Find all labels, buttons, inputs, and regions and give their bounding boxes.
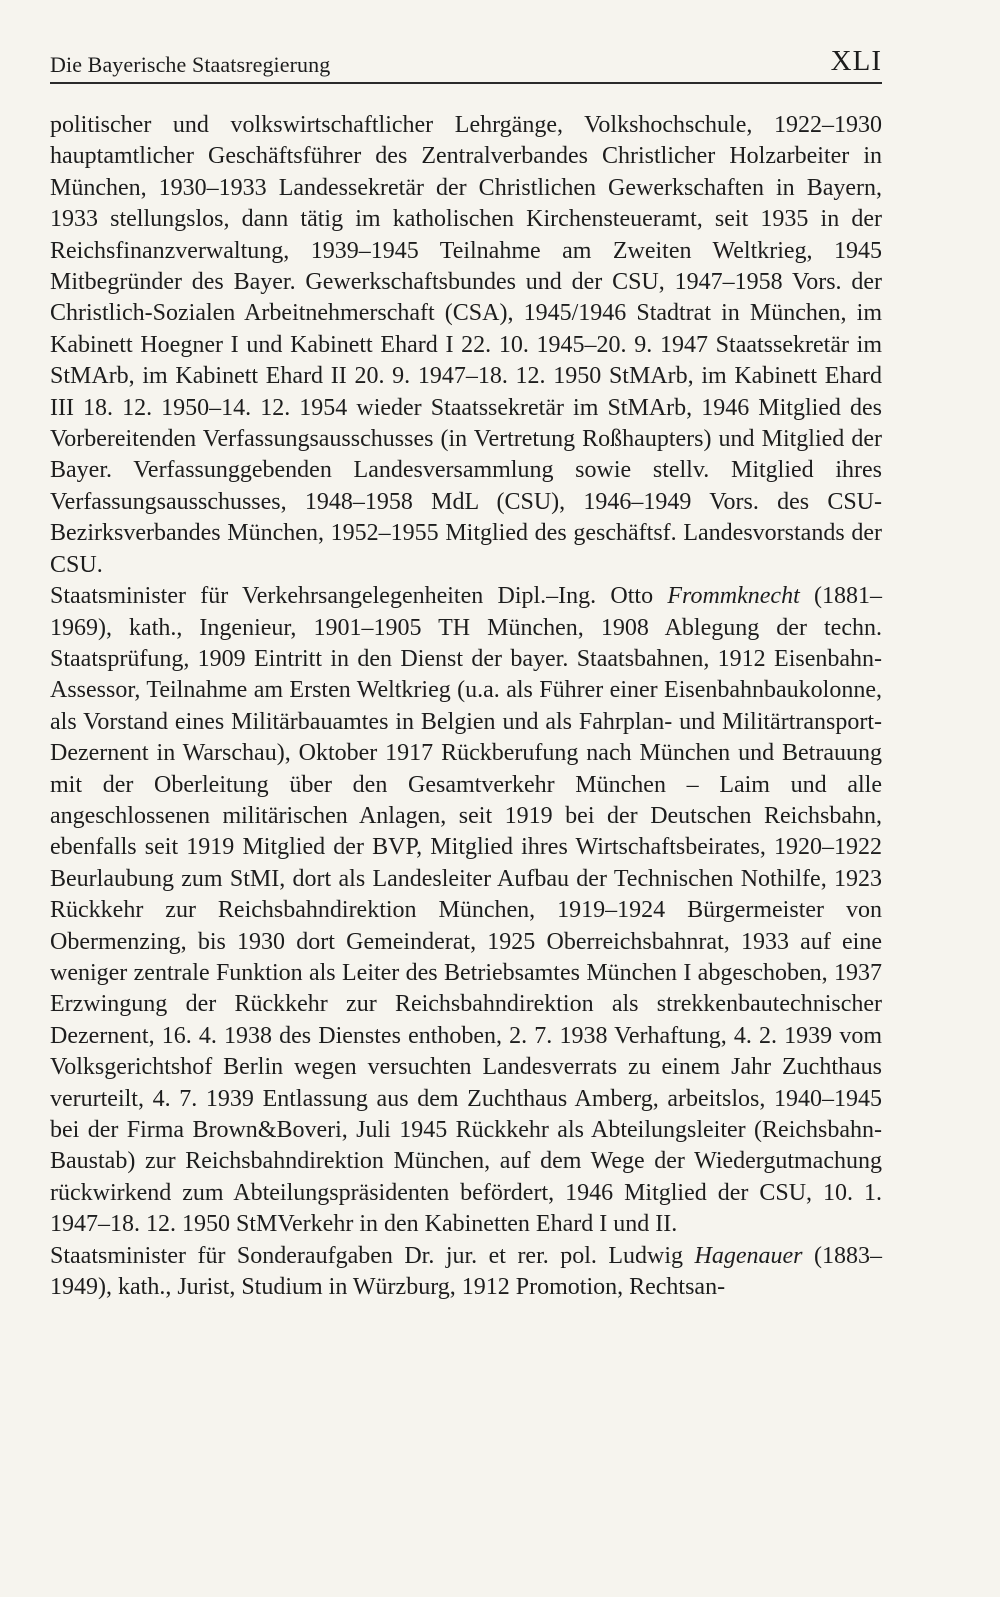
paragraph-hagenauer <box>50 1241 882 1304</box>
paragraph-rest: (1883–1949), kath., Jurist, Studium in Würzburg, 1912 Promotion, Rechtsan- <box>50 1242 882 1301</box>
paragraph-biography-continued: politischer und volkswirtschaftlicher Lehrgänge, Volkshochschule, 1922–1930 hauptamtlicher Geschäftsführer des Zentralverbandes Christlicher Holzarbeiter in München, 1930–1933 Landessekretär der Christlichen Gewerkschaften in Bayern, 1933 stellungslos, dann tätig im katholischen Kirchensteueramt, seit 1935 in der Reichsfinanzverwaltung, 1939–1945 Teilnahme am Zweiten Weltkrieg, 1945 Mitbegründer des Bayer. Gewerkschaftsbundes und der CSU, 1947–1958 Vors. der Christlich-Sozialen Arbeitnehmerschaft (CSA), 1945/1946 Stadtrat in München, im Kabinett Hoegner I und Kabinett Ehard I 22. 10. 1945–20. 9. 1947 Staatssekretär im StMArb, im Kabinett Ehard II 20. 9. 1947–18. 12. 1950 StMArb, im Kabinett Ehard III 18. 12. 1950–14. 12. 1954 wieder Staatssekretär im StMArb, 1946 Mitglied des Vorbereitenden Verfassungsausschusses (in Vertretung Roßhaupters) und Mitglied der Bayer. Verfassunggebenden Landesversammlung sowie stellv. Mitglied ihres Verfassungsausschusses, 1948–1958 MdL (CSU), 1946–1949 Vors. des CSU-Bezirksverbandes München, 1952–1955 Mitglied des geschäftsf. Landesvorstands der CSU. <box>50 112 882 578</box>
paragraph-rest: (1881–1969), kath., Ingenieur, 1901–1905 TH München, 1908 Ablegung der techn. Staatsprüfung, 1909 Eintritt in den Dienst der bayer. Staatsbahnen, 1912 Eisenbahn-Assessor, Teilnahme am Ersten Weltkrieg (u.a. als Führer einer Eisenbahnbaukolonne, als Vorstand eines Militärbauamtes in Belgien und als Fahrplan- und Militärtransport-Dezernent in Warschau), Oktober 1917 Rückberufung nach München und Betrauung mit der Oberleitung über den Gesamtverkehr München – Laim und alle angeschlossenen militärischen Anlagen, seit 1919 bei der Deutschen Reichsbahn, ebenfalls seit 1919 Mitglied der BVP, Mitglied ihres Wirtschaftsbeirates, 1920–1922 Beurlaubung zum StMI, dort als Landesleiter Aufbau der Technischen Nothilfe, 1923 Rückkehr zur Reichsbahndirektion München, 1919–1924 Bürgermeister von Obermenzing, bis 1930 dort Gemeinderat, 1925 Oberreichsbahnrat, 1933 auf eine weniger zentrale Funktion als Leiter des Betriebsamtes München I abgeschoben, 1937 Erzwingung der Rückkehr zur Reichsbahndirektion als strekkenbautechnischer Dezernent, 16. 4. 1938 des Dienstes enthoben, 2. 7. 1938 Verhaftung, 4. 2. 1939 vom Volksgerichtshof Berlin wegen versuchten Landesverrats zu einem Jahr Zuchthaus verurteilt, 4. 7. 1939 Entlassung aus dem Zuchthaus Amberg, arbeitslos, 1940–1945 bei der Firma Brown&Boveri, Juli 1945 Rückkehr als Abteilungsleiter (Reichsbahn-Baustab) zur Reichsbahndirektion München, auf dem Wege der Wiedergutmachung rückwirkend zum Abteilungspräsidenten befördert, 1946 Mitglied der CSU, 10. 1. 1947–18. 12. 1950 StMVerkehr in den Kabinetten Ehard I und II. <box>50 583 882 1238</box>
running-title: Die Bayerische Staatsregierung <box>50 52 331 77</box>
page-number: XLI <box>830 45 882 77</box>
person-name: Hagenauer <box>694 1242 803 1269</box>
page-header <box>50 44 882 84</box>
paragraph-frommknecht <box>50 581 882 1241</box>
paragraph-lead: Staatsminister für Verkehrsangelegenheiten Dipl.–Ing. Otto <box>50 583 668 610</box>
paragraph-lead: Staatsminister für Sonderaufgaben Dr. jur. et rer. pol. Ludwig <box>50 1242 695 1269</box>
person-name: Frommknecht <box>667 583 800 610</box>
body-text <box>50 110 882 1303</box>
